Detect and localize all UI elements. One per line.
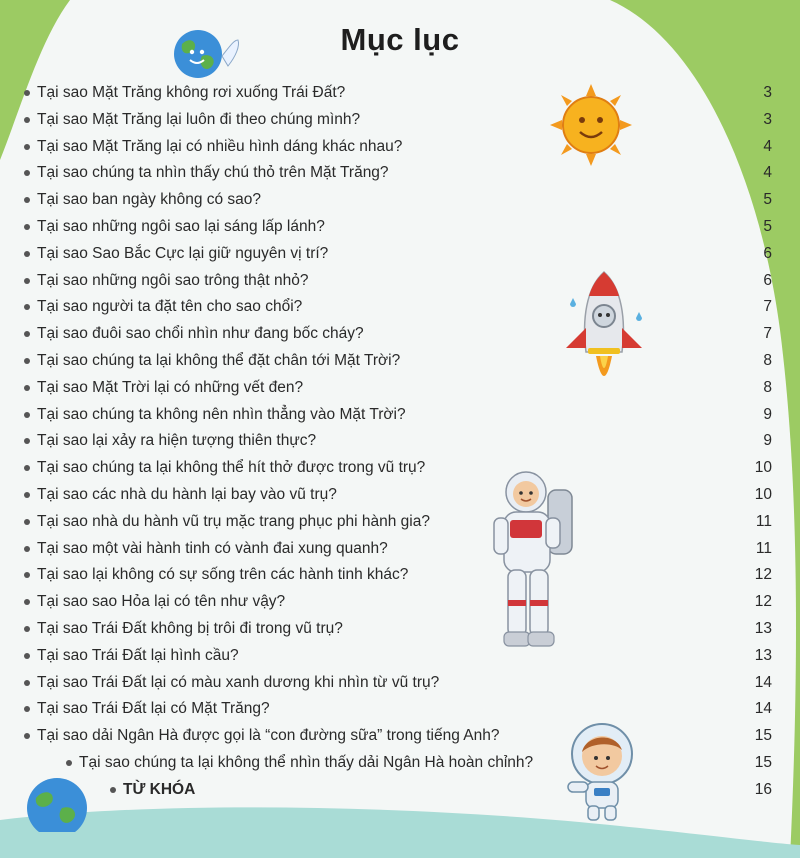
toc-entry-title: Tại sao Trái Đất lại có màu xanh dương khi nhìn từ vũ trụ? [37,673,440,691]
toc-entry[interactable] [24,402,406,428]
bullet-icon [24,170,30,176]
toc-entry-title: Tại sao nhà du hành vũ trụ mặc trang phục phi hành gia? [37,512,430,530]
toc-page-number: 14 [754,700,772,718]
toc-entry[interactable] [24,321,364,347]
toc-entry-title: Tại sao dải Ngân Hà được gọi là “con đường sữa” trong tiếng Anh? [37,727,500,745]
toc-entry-title: Tại sao lại xảy ra hiện tượng thiên thực? [37,432,317,450]
rocket-icon [556,268,652,396]
toc-entry[interactable] [24,562,408,588]
bullet-icon [24,304,30,310]
toc-entry-title: Tại sao chúng ta lại không thể hít thở được trong vũ trụ? [37,459,426,477]
bullet-icon [24,251,30,257]
toc-page-number: 8 [763,352,772,369]
toc-entry[interactable] [24,268,309,294]
toc-page-number: 4 [763,137,772,155]
toc-page-number: 6 [763,244,772,262]
bullet-icon [24,385,30,391]
bullet-icon [24,197,30,203]
toc-entry[interactable] [24,214,325,240]
bullet-icon [24,706,30,712]
toc-entry[interactable] [24,241,328,267]
toc-entry-title: Tại sao chúng ta lại không thể đặt chân tới Mặt Trời? [37,352,401,369]
toc-page-number: 11 [755,512,772,530]
bullet-icon [24,519,30,525]
bullet-icon [24,653,30,659]
toc-page-number: 15 [754,754,772,771]
toc-page-number: 5 [763,218,772,235]
toc-entry[interactable] [24,348,400,374]
toc-entry-title: Tại sao những ngôi sao trông thật nhỏ? [37,271,309,289]
toc-entry[interactable] [24,107,360,133]
toc-page-number: 6 [763,271,772,289]
toc-entry[interactable] [24,589,285,615]
toc-page-number: 8 [763,378,772,396]
toc-entry-title: Tại sao Mặt Trời lại có những vết đen? [37,378,304,396]
toc-page-number: 13 [754,620,772,637]
bullet-icon [24,412,30,418]
toc-page-number: 3 [763,110,772,128]
toc-entry-title: Tại sao ban ngày không có sao? [37,191,262,209]
toc-entry[interactable] [24,134,402,160]
toc-page-number: 9 [763,432,772,450]
toc-entry[interactable] [24,723,499,749]
toc-entry[interactable] [24,375,303,401]
toc-page-number: 3 [763,84,772,101]
toc-entry[interactable] [24,294,302,320]
bullet-icon [24,626,30,632]
toc-entry[interactable] [24,428,316,454]
bullet-icon [24,572,30,578]
toc-entry-title: Tại sao chúng ta không nên nhìn thẳng vào Mặt Trời? [37,405,406,423]
toc-entry[interactable] [24,80,345,106]
toc-entry-title: TỪ KHÓA [123,780,196,798]
toc-page-number: 9 [763,405,772,423]
toc-entry[interactable] [24,670,439,696]
bullet-icon [24,599,30,605]
toc-page-number: 12 [754,593,772,611]
toc-entry-title: Tại sao sao Hỏa lại có tên như vậy? [37,593,286,611]
earth-small-icon [22,774,92,832]
bullet-icon [24,224,30,230]
toc-page-number: 5 [763,191,772,209]
toc-entry[interactable] [24,643,239,669]
page-title: Mục lục [340,22,460,57]
toc-entry-title: Tại sao những ngôi sao lại sáng lấp lánh? [37,218,325,235]
bullet-icon [24,117,30,123]
bullet-icon [66,760,72,766]
toc-entry[interactable] [24,616,343,642]
toc-page-number: 10 [754,459,772,477]
sun-face-icon [548,82,634,168]
toc-entry-title: Tại sao lại không có sự sống trên các hành tinh khác? [37,566,409,584]
bullet-icon [24,90,30,96]
bullet-icon [24,278,30,284]
toc-entry[interactable] [24,696,270,722]
toc-entry-title: Tại sao Sao Bắc Cực lại giữ nguyên vị trí? [37,244,329,262]
child-astronaut-icon [560,722,640,822]
bullet-icon [24,331,30,337]
toc-page-number: 11 [755,539,772,557]
toc-entry[interactable] [24,187,261,213]
toc-page-number: 7 [763,298,772,316]
toc-page-number: 7 [763,325,772,343]
toc-entry-title: Tại sao Mặt Trăng không rơi xuống Trái Đất? [37,84,346,101]
bullet-icon [24,492,30,498]
toc-entry[interactable] [24,160,389,186]
toc-entry[interactable] [24,509,430,535]
toc-entry-title: Tại sao người ta đặt tên cho sao chổi? [37,298,303,316]
toc-entry-title: Tại sao Trái Đất không bị trôi đi trong vũ trụ? [37,620,343,637]
toc-entry[interactable] [24,455,425,481]
toc-entry-title: Tại sao chúng ta nhìn thấy chú thỏ trên Mặt Trăng? [37,164,389,182]
bullet-icon [24,546,30,552]
toc-entry-title: Tại sao chúng ta lại không thể nhìn thấy dải Ngân Hà hoàn chỉnh? [79,754,534,771]
toc-entry[interactable] [24,536,388,562]
toc-entry[interactable] [66,750,533,776]
toc-page-number: 10 [754,486,772,503]
toc-entry[interactable] [24,482,337,508]
toc-page-number: 15 [754,727,772,745]
toc-entry-title: Tại sao Mặt Trăng lại luôn đi theo chúng mình? [37,110,361,128]
toc-entry-title: Tại sao đuôi sao chổi nhìn như đang bốc cháy? [37,325,364,343]
bullet-icon [24,144,30,150]
toc-page-number: 16 [754,780,772,798]
astronaut-icon [486,468,580,650]
bullet-icon [24,358,30,364]
toc-page-number: 13 [754,646,772,664]
toc-page-number: 4 [763,164,772,182]
bullet-icon [24,465,30,471]
toc-entry-keywords[interactable] [110,777,195,803]
earth-mascot-icon [168,26,246,84]
bullet-icon [24,438,30,444]
bullet-icon [24,733,30,739]
toc-entry-title: Tại sao Mặt Trăng lại có nhiều hình dáng khác nhau? [37,137,403,155]
toc-entry-title: Tại sao Trái Đất lại có Mặt Trăng? [37,700,270,718]
toc-entry-title: Tại sao một vài hành tinh có vành đai xung quanh? [37,539,388,557]
toc-entry-title: Tại sao Trái Đất lại hình cầu? [37,646,239,664]
toc-entry-title: Tại sao các nhà du hành lại bay vào vũ trụ? [37,486,337,503]
toc-page-number: 14 [754,673,772,691]
toc-page-number: 12 [754,566,772,584]
bullet-icon [24,680,30,686]
bullet-icon [110,787,116,793]
